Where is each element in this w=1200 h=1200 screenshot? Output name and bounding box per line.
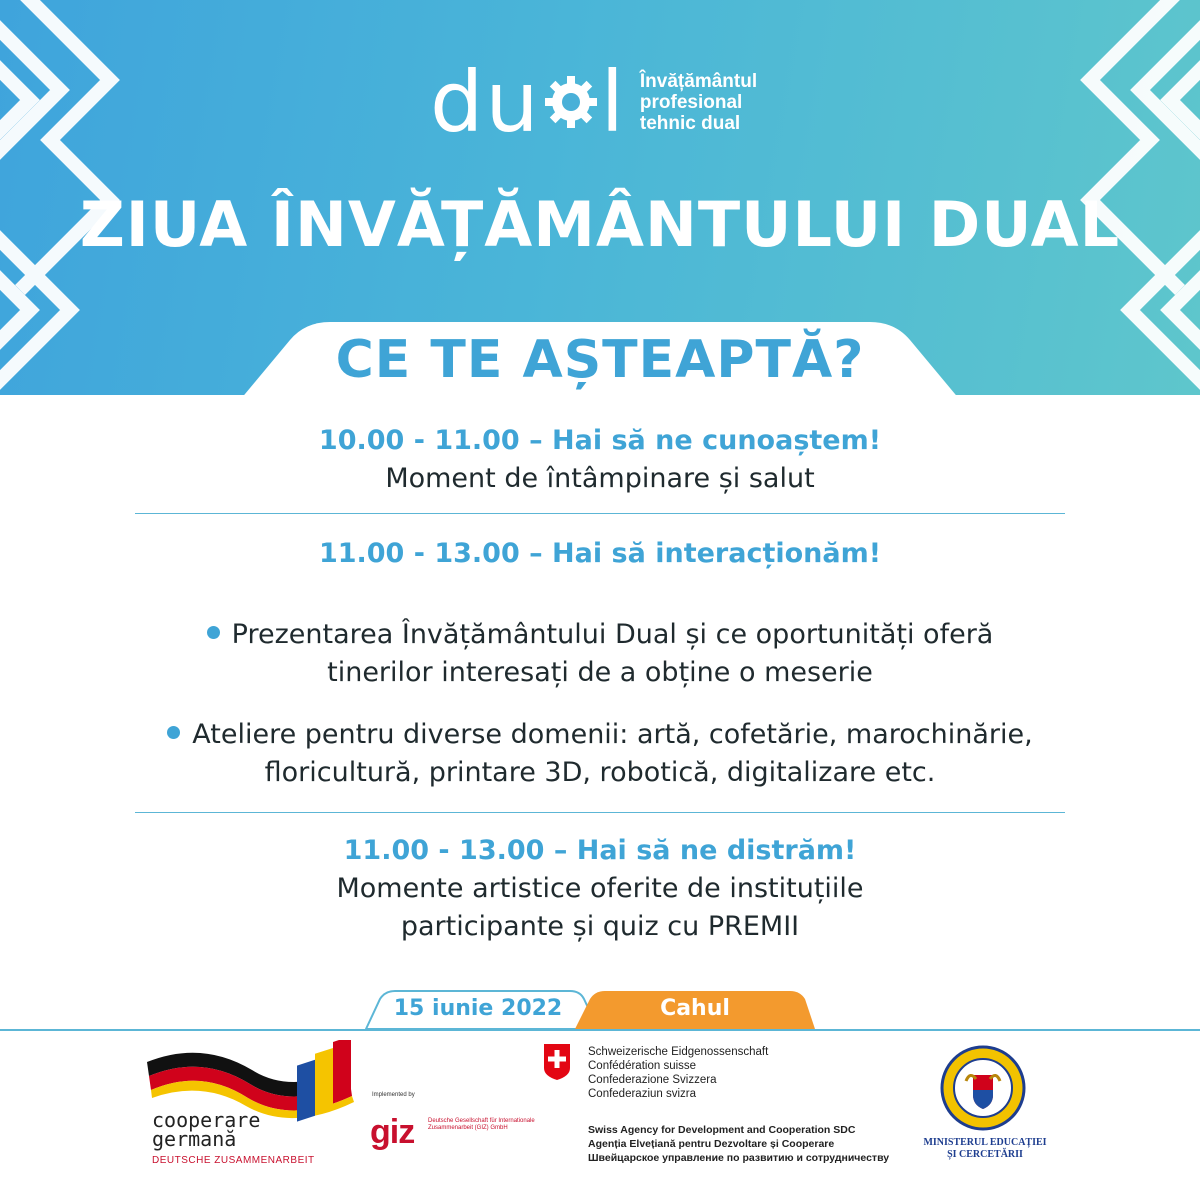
page-title: ZIUA ÎNVĂȚĂMÂNTULUI DUAL: [79, 188, 1121, 261]
bullet-dot-icon: [167, 726, 180, 739]
ministry-name: [905, 1137, 1065, 1161]
swiss-name-line: Confederaziun svizra: [588, 1088, 697, 1100]
sdc-line: Agenția Elvețiană pentru Dezvoltare și Cooperare: [588, 1138, 835, 1150]
gear-icon: [543, 74, 599, 130]
schedule-description-1: Moment de întâmpinare și salut: [385, 463, 815, 494]
event-date: 15 iunie 2022: [393, 996, 563, 1021]
sdc-line: Швейцарское управление по развитию и сотрудничеству: [588, 1152, 890, 1164]
divider: [135, 513, 1065, 514]
bullet-dot-icon: [207, 626, 220, 639]
dual-logo-word: [430, 53, 626, 151]
implemented-by-label: Implemented by: [372, 1092, 415, 1098]
logo-subtitle-line: profesional: [639, 91, 743, 113]
section-heading: CE TE AȘTEAPTĂ?: [335, 330, 865, 390]
bullet-item-2: [0, 716, 1200, 754]
swiss-cross-icon: [544, 1044, 570, 1080]
schedule-time-3: 11.00 - 13.00 – Hai să ne distrăm!: [343, 835, 857, 866]
bullet-item-2-continuation: floricultură, printare 3D, robotică, digitalizare etc.: [264, 757, 936, 788]
logo-subtitle-line: tehnic dual: [639, 112, 741, 134]
sdc-line: Swiss Agency for Development and Cooperation SDC: [588, 1124, 856, 1136]
swiss-name-line: Schweizerische Eidgenossenschaft: [588, 1046, 769, 1058]
schedule-description-3-line-1: Momente artistice oferite de instituțiile: [336, 873, 864, 904]
bullet-text: Ateliere pentru diverse domenii: artă, cofetărie, marochinărie,: [192, 719, 1033, 750]
swiss-confederation-names: [588, 1045, 768, 1101]
footer-divider: [0, 1029, 1200, 1031]
government-seal-icon: [940, 1045, 1026, 1131]
divider: [135, 812, 1065, 813]
event-city: Cahul: [660, 996, 730, 1021]
logo-subtitle-line: Învățământul: [639, 70, 758, 92]
dual-logo-subtitle: [640, 71, 757, 134]
bullet-item-1: [0, 616, 1200, 654]
sdc-agency-names: [588, 1123, 889, 1165]
swiss-name-line: Confederazione Svizzera: [588, 1074, 717, 1086]
giz-logo: giz: [370, 1113, 415, 1151]
schedule-time-1: 10.00 - 11.00 – Hai să ne cunoaștem!: [318, 425, 882, 456]
ministry-line: MINISTERUL EDUCAȚIEI: [923, 1137, 1047, 1148]
dual-logo-letters-du: du: [430, 53, 541, 151]
dual-logo: [430, 53, 758, 151]
giz-description: Deutsche Gesellschaft für Internationale Zusammenarbeit (GIZ) GmbH: [428, 1118, 535, 1131]
ministry-line: ȘI CERCETĂRII: [947, 1149, 1023, 1160]
german-cooperation-line-3: DEUTSCHE ZUSAMMENARBEIT: [152, 1155, 315, 1166]
schedule-description-3-line-2: participante și quiz cu PREMII: [400, 911, 800, 942]
german-cooperation-line-2: germană: [152, 1127, 237, 1151]
schedule-time-2: 11.00 - 13.00 – Hai să interacționăm!: [318, 538, 882, 569]
bullet-text: Prezentarea Învățământului Dual și ce oportunități oferă: [231, 619, 994, 650]
dual-logo-letter-l: l: [600, 53, 626, 151]
swiss-name-line: Confédération suisse: [588, 1060, 697, 1072]
bullet-item-1-continuation: tinerilor interesați de a obține o meserie: [327, 657, 873, 688]
german-cooperation-line-1: cooperare: [152, 1108, 261, 1132]
